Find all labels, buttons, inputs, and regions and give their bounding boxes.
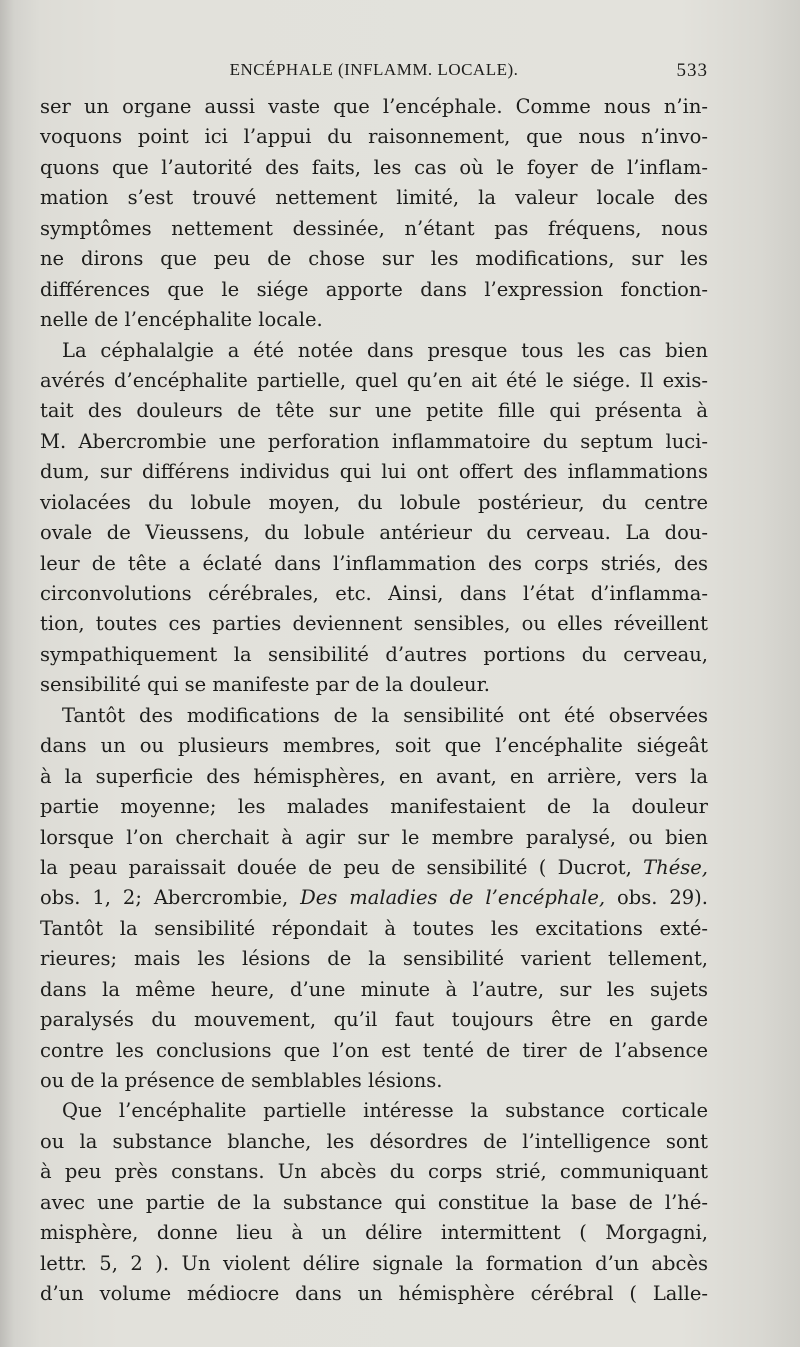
text-line: ou de la présence de semblables lésions. (40, 1069, 443, 1092)
body-text (40, 92, 708, 1310)
text-line: dans la même heure, d’une minute à l’autre, sur les sujets (40, 977, 708, 1001)
text-line: contre les conclusions que l’on est tenté de tirer de l’absence (40, 1038, 708, 1062)
text-line: tait des douleurs de tête sur une petite fille qui présenta à (40, 399, 708, 423)
text-line: la peau paraissait douée de peu de sensibilité ( Ducrot, Thése, (40, 855, 708, 879)
text-line: sensibilité qui se manifeste par de la douleur. (40, 673, 490, 697)
text-line: à peu près constans. Un abcès du corps strié, communiquant (40, 1160, 708, 1184)
text-line: paralysés du mouvement, qu’il faut toujours être en garde (40, 1008, 708, 1032)
text-line: violacées du lobule moyen, du lobule postérieur, du centre (40, 490, 708, 514)
paragraph (40, 92, 708, 336)
text-line: différences que le siége apporte dans l’expression fonction- (40, 277, 708, 301)
text-line: circonvolutions cérébrales, etc. Ainsi, dans l’état d’inflamma- (40, 582, 708, 605)
text-line: La céphalalgie a été notée dans presque tous les cas bien (62, 338, 708, 362)
text-line: leur de tête a éclaté dans l’inflammation des corps striés, des (40, 551, 708, 575)
text-line: ser un organe aussi vaste que l’encéphale. Comme nous n’in- (40, 95, 708, 118)
text-line: ou la substance blanche, les désordres de l’intelligence sont (40, 1129, 708, 1153)
text-line: ovale de Vieussens, du lobule antérieur du cerveau. La dou- (40, 521, 708, 545)
text-line: rieures; mais les lésions de la sensibilité varient tellement, (40, 947, 708, 971)
running-head: ENCÉPHALE (INFLAMM. LOCALE). (229, 60, 519, 79)
text-line: lettr. 5, 2 ). Un violent délire signale la formation d’un abcès (40, 1251, 708, 1275)
text-line: d’un volume médiocre dans un hémisphère cérébral ( Lalle- (40, 1282, 708, 1306)
text-line: lorsque l’on cherchait à agir sur le membre paralysé, ou bien (40, 825, 708, 849)
page-header (40, 60, 708, 90)
italic-title: Thése, (643, 855, 708, 879)
text-line: sympathiquement la sensibilité d’autres portions du cerveau, (40, 642, 708, 666)
paragraph (40, 701, 708, 1097)
text-line: dans un ou plusieurs membres, soit que l’encéphalite siégeât (40, 734, 708, 758)
text-line: Tantôt des modifications de la sensibilité ont été observées (62, 703, 708, 727)
paragraph (40, 336, 708, 701)
page-number: 533 (676, 60, 708, 81)
text-line: quons que l’autorité des faits, les cas où le foyer de l’inflam- (40, 155, 708, 179)
text-line: Tantôt la sensibilité répondait à toutes les excitations exté- (40, 916, 708, 940)
text-line: dum, sur différens individus qui lui ont offert des inflammations (40, 460, 708, 484)
text-line: à la superficie des hémisphères, en avant, en arrière, vers la (40, 764, 708, 788)
paragraph (40, 1096, 708, 1309)
text-line: nelle de l’encéphalite locale. (40, 308, 323, 332)
text-line: voquons point ici l’appui du raisonnement, que nous n’invo- (40, 125, 708, 149)
text-line: Que l’encéphalite partielle intéresse la substance corticale (62, 1099, 708, 1123)
text-line: obs. 1, 2; Abercrombie, Des maladies de l’encéphale, obs. 29). (40, 886, 708, 910)
text-line: tion, toutes ces parties deviennent sensibles, ou elles réveillent (40, 612, 708, 636)
text-line: avérés d’encéphalite partielle, quel qu’en ait été le siége. Il exis- (40, 368, 708, 392)
text-line: misphère, donne lieu à un délire intermittent ( Morgagni, (40, 1221, 708, 1245)
italic-title: Des maladies de l’encéphale, (300, 886, 606, 910)
text-line: symptômes nettement dessinée, n’étant pas fréquens, nous (40, 216, 708, 240)
text-line: mation s’est trouvé nettement limité, la valeur locale des (40, 186, 708, 210)
text-line: ne dirons que peu de chose sur les modifications, sur les (40, 247, 708, 271)
text-line: avec une partie de la substance qui constitue la base de l’hé- (40, 1190, 708, 1214)
text-line: M. Abercrombie une perforation inflammatoire du septum luci- (40, 429, 708, 453)
text-line: partie moyenne; les malades manifestaient de la douleur (40, 795, 708, 819)
